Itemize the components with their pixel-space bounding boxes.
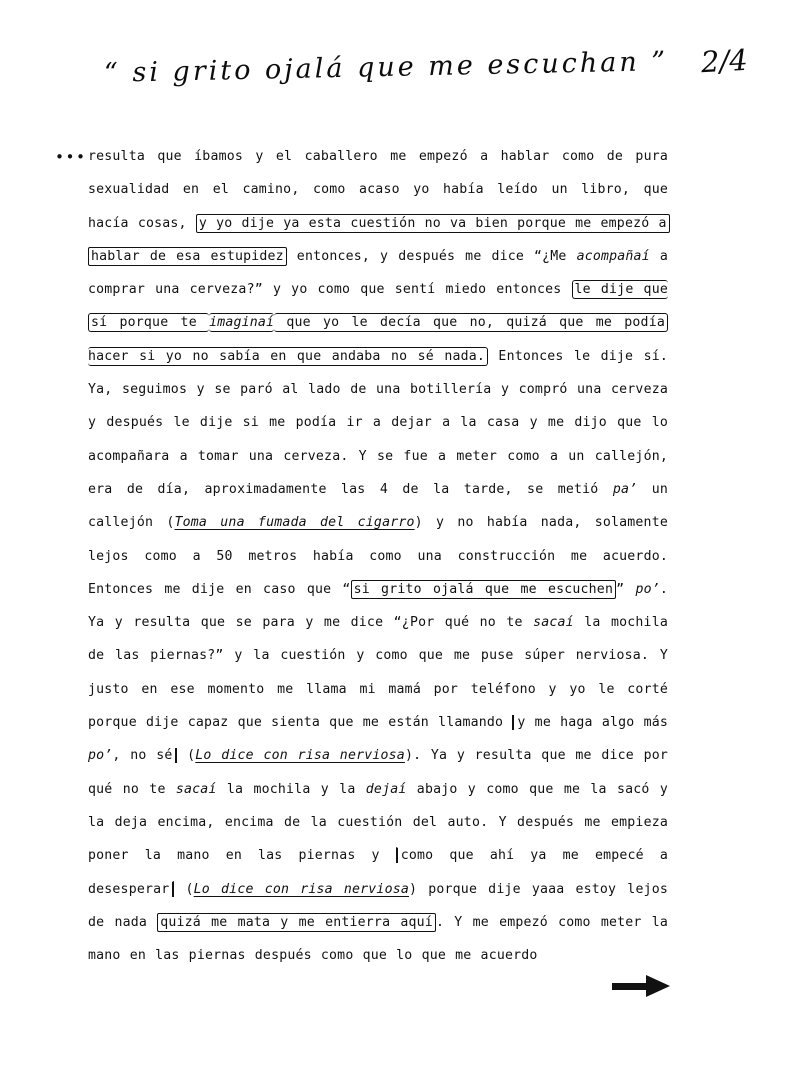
transcript-segment: acompañaí xyxy=(576,248,650,264)
transcript-segment: y me haga algo más xyxy=(512,715,668,730)
transcript-segment: ( xyxy=(177,748,196,764)
transcript-segment: si grito ojalá que me escuchen xyxy=(351,580,617,599)
transcript-segment: ) y no había nada, solamente lejos como a 50 metros había como una construcción me acuerdo. Entonces me dije en caso que “ xyxy=(88,515,668,597)
transcript-segment: Lo dice con risa nerviosa xyxy=(195,748,405,764)
transcript-segment: Lo dice con risa nerviosa xyxy=(193,881,409,897)
transcript-segment: dejaí xyxy=(365,781,407,797)
transcript-segment: que yo le decía que no, quizá que me podía hacer si yo no sabía en que andaba no sé nada. xyxy=(88,313,668,365)
transcript-segment: ” xyxy=(616,581,636,597)
transcript-segment: la mochila de las piernas?” y la cuestión y como que me puse súper nerviosa. Y justo en ese momento me llama mi mamá por teléfono y yo le corté porque dije capaz que sienta que me están llamando xyxy=(88,615,668,731)
transcript-segment: como que ahí ya me empecé a desesperar xyxy=(88,848,668,897)
transcript-segment: po’ xyxy=(635,581,660,597)
transcript-segment: , no sé xyxy=(112,748,177,763)
transcript-segment: ) porque dije yaaa estoy lejos de nada xyxy=(88,881,668,930)
transcript-segment: imaginaí xyxy=(209,315,275,331)
ellipsis-marker: ••• xyxy=(55,148,87,166)
transcript-segment: a comprar una cerveza?” y yo como que sentí miedo entonces xyxy=(88,248,668,298)
transcript-segment: ( xyxy=(174,881,194,897)
transcript-segment: quizá me mata y me entierra aquí xyxy=(157,913,436,932)
page-number: 2/4 xyxy=(700,42,749,80)
transcript-body xyxy=(88,140,668,972)
transcript-segment: resulta que íbamos y el caballero me empezó a hablar como de pura sexualidad en el camino, como acaso yo había leído un libro, que hacía cosas, xyxy=(88,149,668,231)
transcript-segment: . Ya y resulta que se para y me dice “¿Por qué no te xyxy=(88,581,669,631)
transcript-segment: ). Ya y resulta que me dice por qué no te xyxy=(88,748,669,797)
transcript-segment: . Y me empezó como meter la mano en las piernas después como que lo que me acuerdo xyxy=(88,914,668,964)
transcript-segment: Toma una fumada del cigarro xyxy=(174,515,415,531)
transcript-segment: Entonces le dije sí. Ya, seguimos y se paró al lado de una botillería y compró una cerveza y después le dije si me podía ir a dejar a la casa y me dijo que lo acompañara a tomar una cerveza. Y se fue a meter como a un callejón, era de día, aproximadamente las 4 de la tarde, se metió xyxy=(88,348,669,497)
handwritten-title: “ si grito ojalá que me escuchan ” xyxy=(103,46,669,89)
transcript-segment: abajo y como que me la sacó y la deja encima, encima de la cuestión del auto. Y después me empieza poner la mano en las piernas y xyxy=(88,781,668,864)
transcript-segment: la mochila y la xyxy=(216,781,366,797)
transcript-segment: pa’ xyxy=(612,481,638,497)
arrow-icon xyxy=(612,975,670,997)
transcript-segment: entonces, y después me dice “¿Me xyxy=(286,248,577,264)
transcript-segment: sacaí xyxy=(175,781,217,797)
transcript-segment: y yo dije ya esta cuestión no va bien porque me empezó a hablar de esa estupidez xyxy=(88,214,670,266)
transcript-segment: sacaí xyxy=(533,615,574,631)
transcript-segment: un callejón ( xyxy=(88,481,668,531)
transcript-segment: po’ xyxy=(88,748,113,764)
transcript-segment: le dije que sí porque te xyxy=(88,280,668,332)
